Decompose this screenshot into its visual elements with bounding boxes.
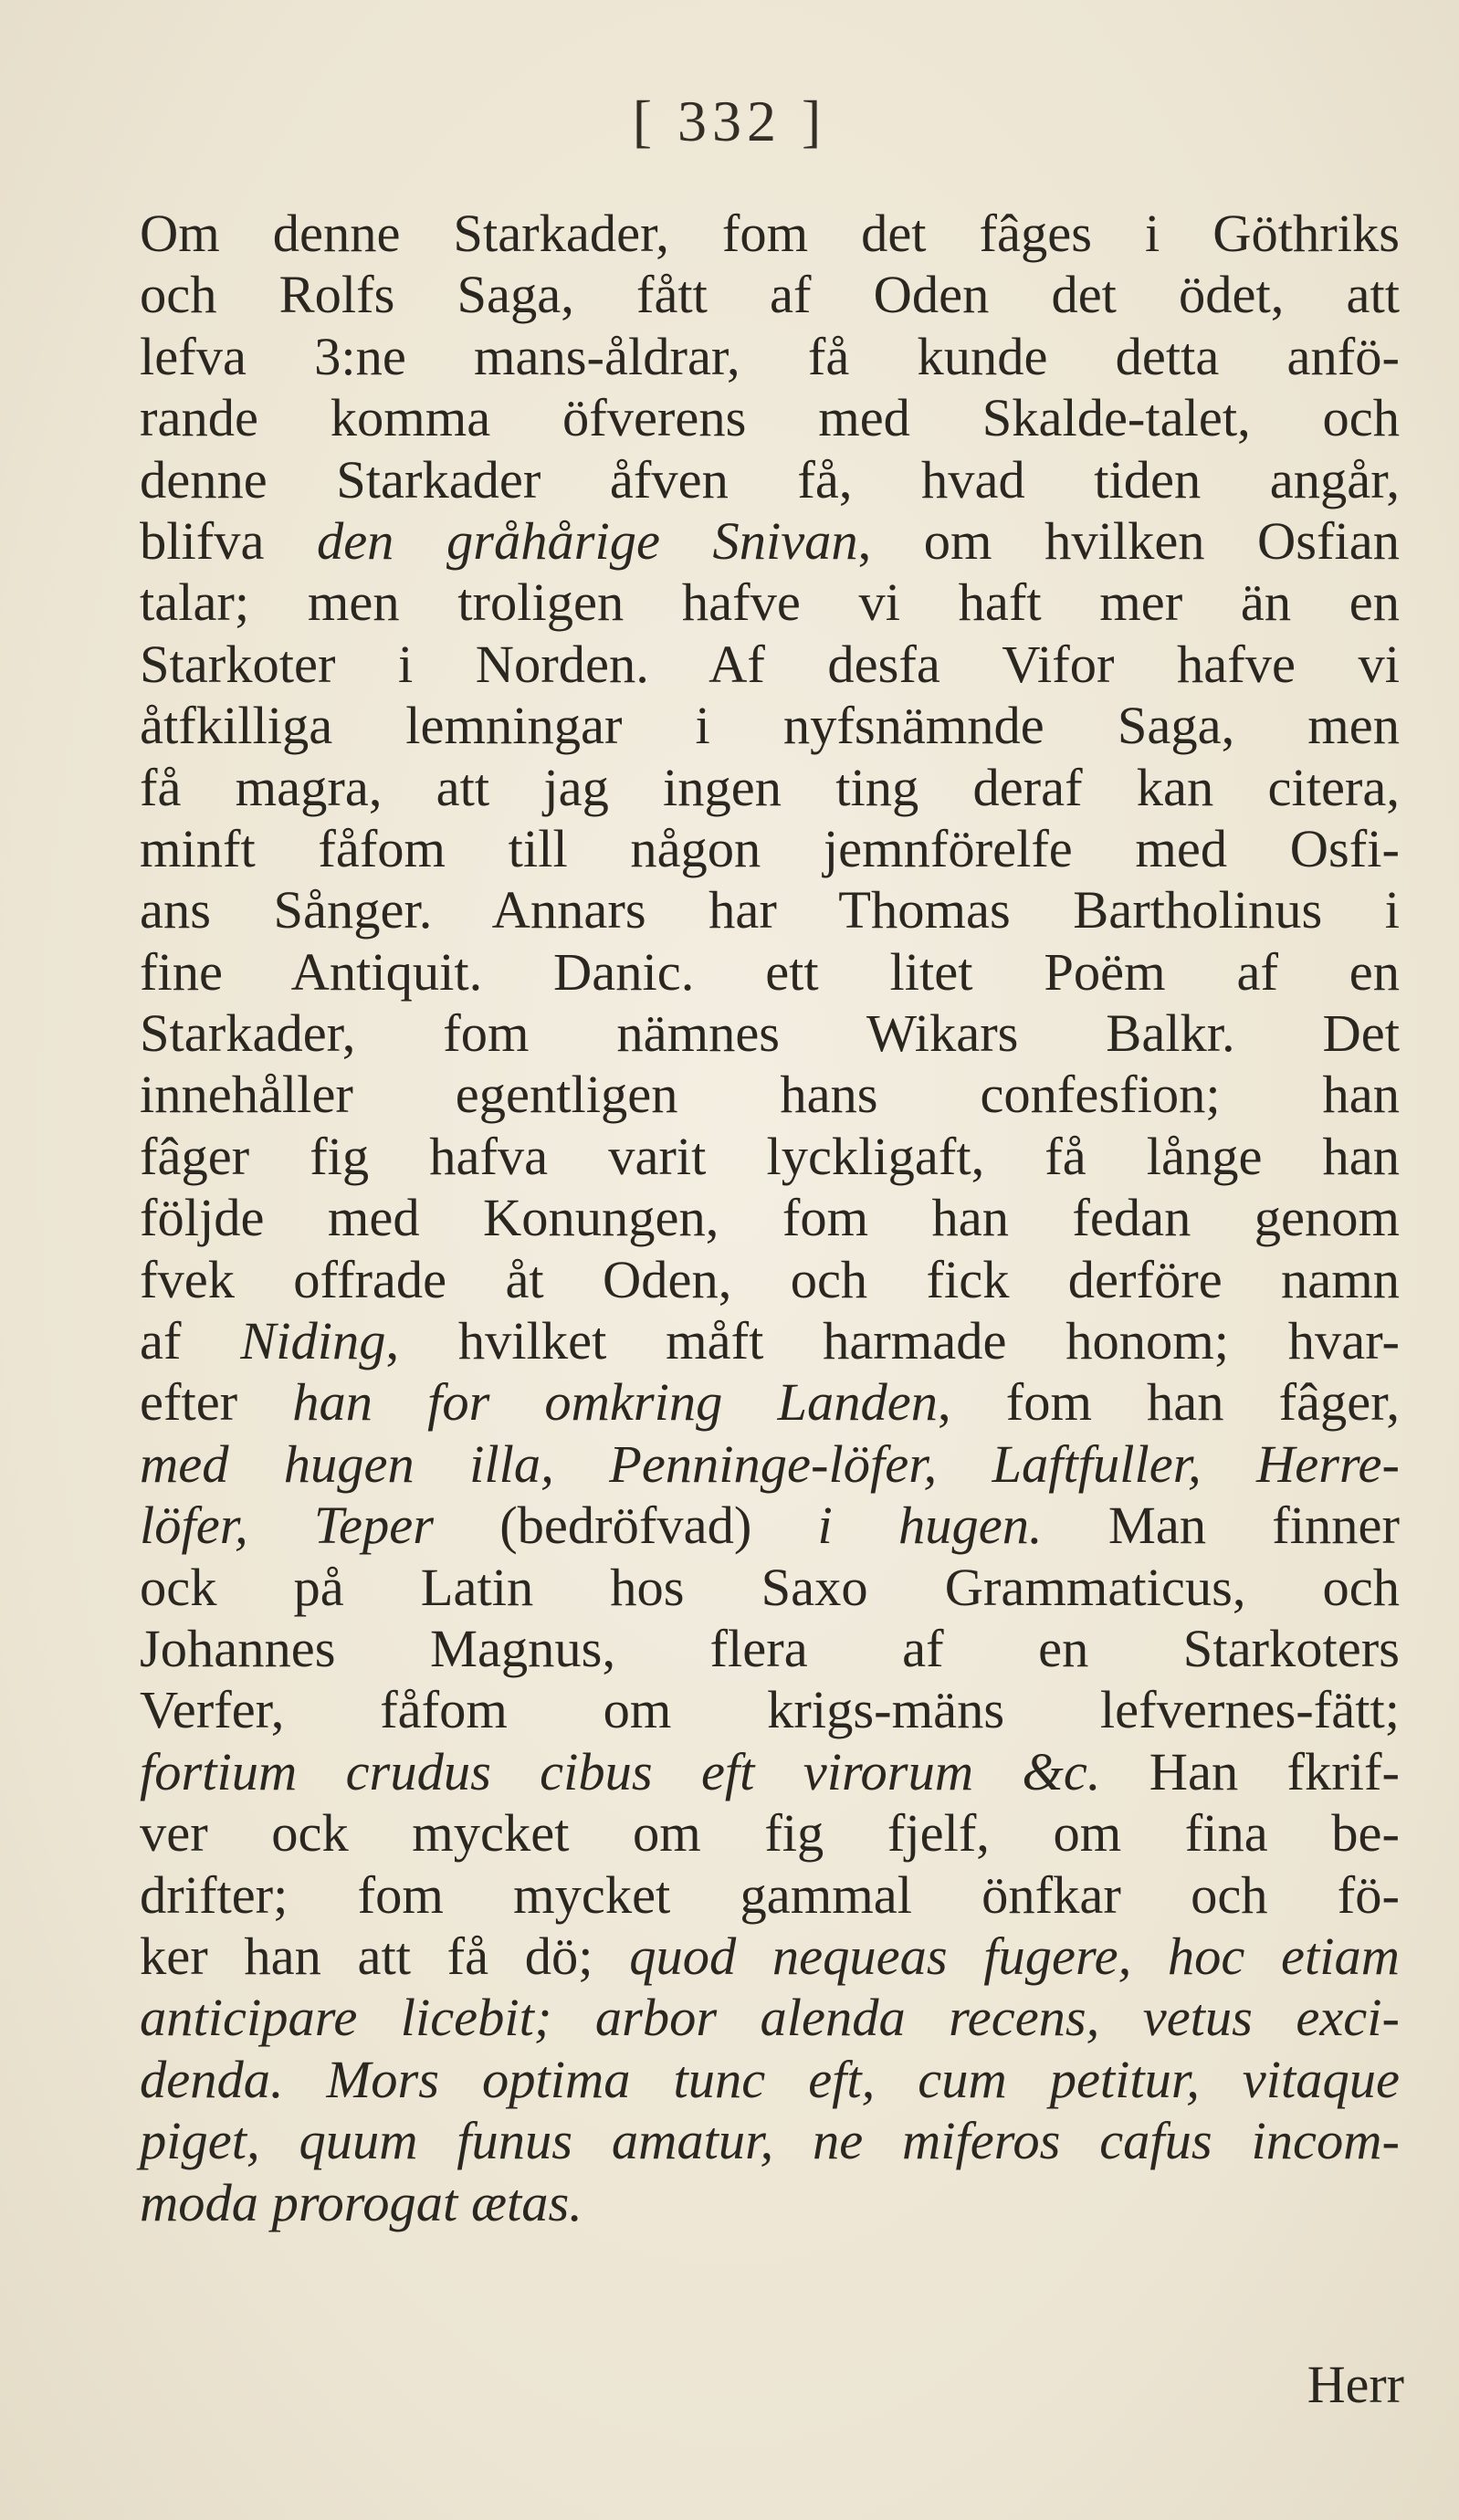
text-line — [140, 572, 1400, 633]
text-line — [140, 1557, 1400, 1618]
text-line — [140, 695, 1400, 756]
text-segment: fâger fig hafva varit lyckligaft, få långe han — [140, 1126, 1400, 1186]
text-segment: ker han att få dö; — [140, 1926, 630, 1986]
text-line — [140, 1003, 1400, 1064]
italic-segment: piget, quum funus amatur, ne miferos cafus incom- — [140, 2111, 1400, 2171]
italic-segment: anticipare licebit; arbor alenda recens, vetus exci- — [140, 1988, 1400, 2048]
italic-segment: i hugen. — [817, 1496, 1043, 1556]
body-text — [140, 203, 1400, 2233]
italic-segment: han for omkring Landen — [292, 1372, 938, 1433]
text-line — [140, 326, 1400, 387]
text-line — [140, 1187, 1400, 1248]
text-segment: minft fåfom till någon jemnförelfe med Osfi- — [140, 818, 1400, 878]
text-segment: Starkoter i Norden. Af desfa Vifor hafve vi — [140, 634, 1400, 694]
text-line — [140, 1249, 1400, 1310]
text-segment: Man finner — [1042, 1496, 1400, 1556]
text-line — [140, 1802, 1400, 1864]
italic-segment: Niding — [240, 1311, 386, 1371]
text-line — [140, 818, 1400, 879]
text-line — [140, 1618, 1400, 1679]
page-number-header: [ 332 ] — [632, 89, 827, 153]
text-segment: Johannes Magnus, flera af en Starkoters — [140, 1618, 1400, 1678]
text-segment: rande komma öfverens med Skalde-talet, och — [140, 388, 1400, 448]
italic-segment: den gråhårige Snivan — [316, 510, 858, 571]
text-segment: , om hvilken Osfian — [857, 510, 1401, 571]
text-segment: af — [140, 1311, 241, 1371]
text-segment: Han fkrif- — [1100, 1741, 1400, 1801]
italic-segment: med hugen illa, Penninge-löfer, Laftfuller, Herre- — [140, 1433, 1400, 1494]
text-segment: innehåller egentligen hans confesfion; han — [140, 1065, 1400, 1125]
text-line — [140, 1987, 1400, 2048]
text-line — [140, 1495, 1400, 1556]
text-line — [140, 941, 1400, 1003]
text-line — [140, 634, 1400, 695]
text-line — [140, 2110, 1400, 2171]
text-line — [140, 1679, 1400, 1740]
text-line — [140, 1741, 1400, 1802]
text-segment: blifva — [140, 510, 317, 571]
text-line — [140, 1864, 1400, 1926]
italic-segment: fortium crudus cibus eft virorum &c. — [140, 1741, 1101, 1801]
italic-segment: quod nequeas fugere, hoc etiam — [629, 1926, 1400, 1986]
text-segment: få magra, att jag ingen ting deraf kan citera, — [140, 757, 1400, 817]
text-segment: , hvilket måft harmade honom; hvar- — [385, 1311, 1400, 1371]
text-segment: lefva 3:ne mans-åldrar, få kunde detta anfö- — [140, 326, 1400, 386]
text-line — [140, 449, 1400, 510]
text-line — [140, 757, 1400, 818]
text-segment: Om denne Starkader, fom det fâges i Göthriks — [140, 204, 1400, 263]
text-line — [140, 1126, 1400, 1187]
text-segment: Starkader, fom nämnes Wikars Balkr. Det — [140, 1003, 1400, 1064]
italic-segment: löfer, Teper — [140, 1496, 434, 1556]
text-segment: åtfkilliga lemningar i nyfsnämnde Saga, men — [140, 696, 1400, 756]
text-segment: denne Starkader åfven få, hvad tiden angår, — [140, 449, 1400, 509]
text-line — [140, 510, 1400, 572]
text-segment: följde med Konungen, fom han fedan genom — [140, 1188, 1400, 1248]
text-line — [140, 1064, 1400, 1125]
text-line — [140, 1310, 1400, 1371]
text-segment: talar; men troligen hafve vi haft mer än en — [140, 572, 1400, 633]
text-line — [140, 1926, 1400, 1987]
catchword: Herr — [1307, 2355, 1404, 2414]
text-segment: drifter; fom mycket gammal önfkar och fö- — [140, 1864, 1400, 1925]
text-line — [140, 2049, 1400, 2110]
text-line — [140, 879, 1400, 940]
text-line — [140, 1433, 1400, 1495]
text-line — [140, 264, 1400, 325]
text-segment: Verfer, fåfom om krigs-mäns lefvernes-fätt; — [140, 1680, 1400, 1740]
italic-segment: moda prorogat ætas. — [140, 2172, 583, 2232]
text-line — [140, 2172, 1400, 2233]
text-segment: och Rolfs Saga, fått af Oden det ödet, att — [140, 265, 1400, 325]
text-segment: ver ock mycket om fig fjelf, om fina be- — [140, 1803, 1400, 1864]
text-segment: (bedröfvad) — [433, 1496, 818, 1556]
text-segment: fine Antiquit. Danic. ett litet Poëm af en — [140, 941, 1400, 1002]
italic-segment: denda. Mors optima tunc eft, cum petitur, vitaque — [140, 2049, 1400, 2109]
text-segment: ans Sånger. Annars har Thomas Bartholinus i — [140, 880, 1400, 940]
text-segment: fvek offrade åt Oden, och fick derföre namn — [140, 1249, 1400, 1309]
text-line — [140, 1371, 1400, 1433]
text-segment: , fom han fâger, — [938, 1372, 1401, 1433]
text-segment: ock på Latin hos Saxo Grammaticus, och — [140, 1557, 1400, 1617]
text-segment: efter — [140, 1372, 293, 1433]
text-line — [140, 387, 1400, 448]
text-line — [140, 203, 1400, 264]
